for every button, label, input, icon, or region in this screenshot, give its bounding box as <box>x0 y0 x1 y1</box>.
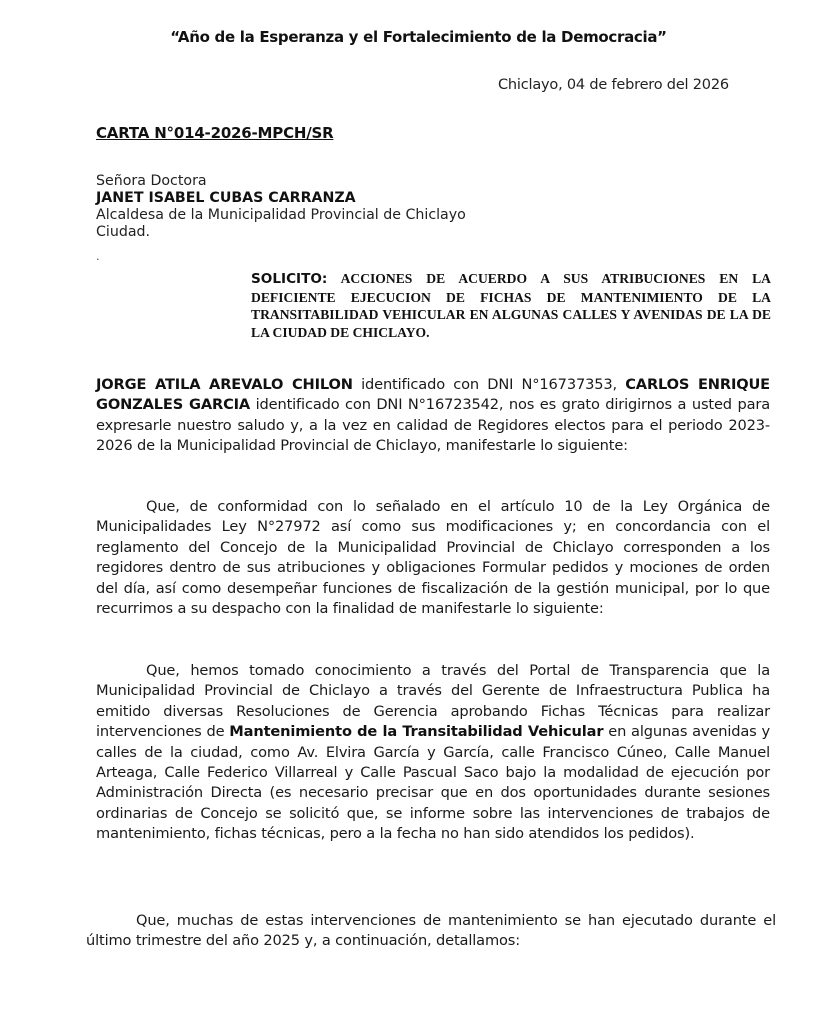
signer-1-name: JORGE ATILA AREVALO CHILON <box>96 376 353 393</box>
addressee-block <box>96 173 466 241</box>
paragraph-legal-basis: Que, de conformidad con lo señalado en el artículo 10 de la Ley Orgánica de Municipalidades Ley N°27972 así como sus modificaciones y; en concordancia con el reglamento del Concejo de la Municipalidad Provincial de Chiclayo corresponden a los regidores dentro de sus atribuciones y obligaciones Formular pedidos y mociones de orden del día, así como desempeñar funciones de fiscalización de la gestión municipal, por lo que recurrimos a su despacho con la finalidad de manifestarle lo siguiente: <box>96 498 770 618</box>
year-motto: “Año de la Esperanza y el Fortalecimiento de la Democracia” <box>170 28 667 46</box>
subject-block <box>251 270 771 341</box>
introduction-text: identificado con DNI N°16723542, nos es grato dirigirnos a usted para expresarle nuestro saludo y, a la vez en calidad de Regidores electos para el periodo 2023-2026 de la Municipalidad Provincial de Chiclayo, manifestarle lo siguiente: <box>96 396 771 455</box>
date-line: Chiclayo, 04 de febrero del 2026 <box>498 77 729 93</box>
transparency-text-1: Que, hemos tomado conocimiento a través del Portal de Transparencia que la Municipalidad Provincial de Chiclayo a través del Gerente de Infraestructura Publica ha emitido diversas Resoluciones de Gerencia aprobando Fichas Técnicas para realizar intervenciones de <box>96 662 770 741</box>
addressee-position: Alcaldesa de la Municipalidad Provincial de Chiclayo <box>96 207 466 223</box>
addressee-name: JANET ISABEL CUBAS CARRANZA <box>96 190 356 206</box>
paragraph-interventions: Que, muchas de estas intervenciones de mantenimiento se han ejecutado durante el último trimestre del año 2025 y, a continuación, detallamos: <box>86 912 776 950</box>
addressee-salutation: Señora Doctora <box>96 173 207 189</box>
signer-1-dni: identificado con DNI N°16737353, <box>352 376 626 393</box>
transparency-bold-phrase: Mantenimiento de la Transitabilidad Vehicular <box>229 723 604 741</box>
subject-label: SOLICITO: <box>251 271 328 287</box>
transparency-text-2: en algunas avenidas y calles de la ciudad, como Av. Elvira García y García, calle Francisco Cúneo, Calle Manuel Arteaga, Calle Federico Villarreal y Calle Pascual Saco bajo la modalidad de ejecución por Administración Directa (es necesario precisar que en dos oportunidades durante sesiones ordinarias de Concejo se solicitó que, se informe sobre las intervenciones de trabajos de mantenimiento, fichas técnicas, pero a la fecha no han sido atendidos los pedidos). <box>96 723 770 843</box>
addressee-city: Ciudad. <box>96 224 151 240</box>
subject-text: ACCIONES DE ACUERDO A SUS ATRIBUCIONES EN LA DEFICIENTE EJECUCION DE FICHAS DE MANTENIMIENTO DE LA TRANSITABILIDAD VEHICULAR EN ALGUNAS CALLES Y AVENIDAS DE LA DE LA CIUDAD DE CHICLAYO. <box>251 271 771 340</box>
stray-mark: . <box>96 250 100 263</box>
letter-number: CARTA N°014-2026-MPCH/SR <box>96 124 334 142</box>
paragraph-introduction <box>96 375 770 457</box>
paragraph-transparency <box>96 661 770 845</box>
signer-2-name: CARLOS ENRIQUE GONZALES GARCIA <box>96 376 770 414</box>
